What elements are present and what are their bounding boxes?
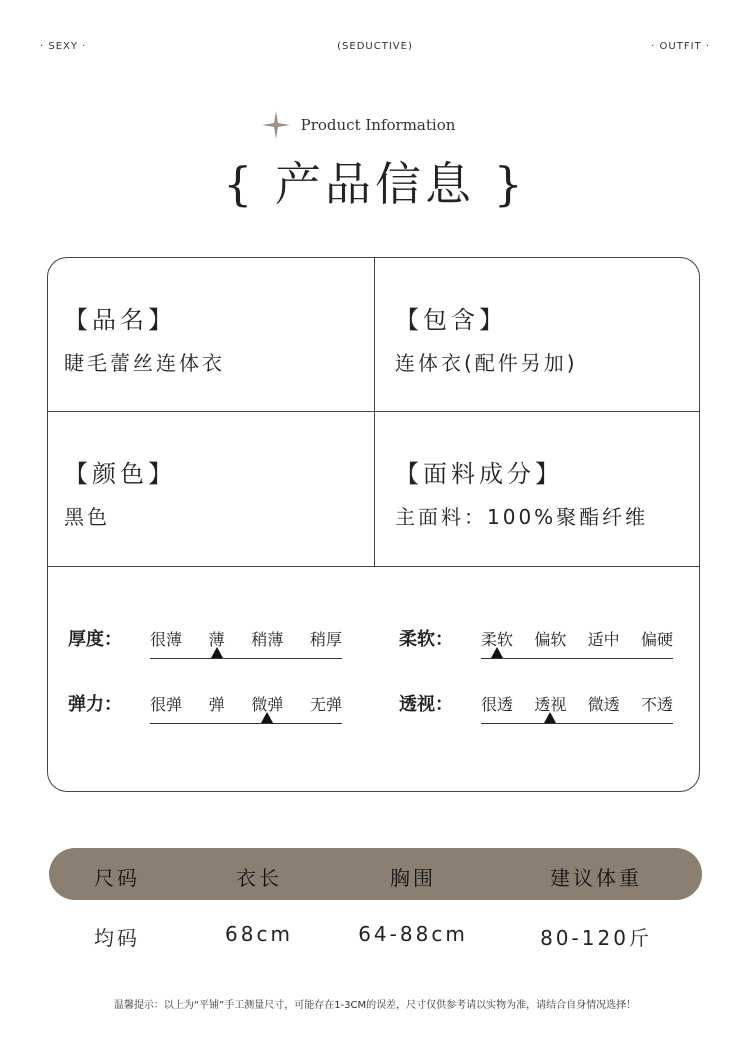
attr-option: 柔软 — [481, 630, 514, 649]
scale-line — [481, 723, 673, 724]
attr-thickness — [68, 628, 342, 668]
scale-marker — [261, 712, 273, 723]
size-header-cell: 胸围 — [390, 866, 436, 890]
attr-option: 很薄 — [150, 630, 183, 649]
size-cell: 68cm — [225, 922, 293, 946]
attr-option: 很弹 — [150, 695, 183, 714]
attr-option: 不透 — [640, 695, 673, 714]
attr-option: 很透 — [481, 695, 514, 714]
info-cell-fabric — [395, 454, 648, 530]
divider-row-1 — [48, 411, 699, 412]
attr-name: 透视： — [399, 694, 453, 715]
page-title: { 产品信息 } — [223, 157, 527, 211]
attr-option: 适中 — [587, 630, 620, 649]
info-cell-name — [64, 300, 225, 376]
scale-line — [150, 723, 342, 724]
size-header-cell: 衣长 — [236, 866, 282, 890]
info-value: 主面料：100%聚酯纤维 — [395, 505, 649, 529]
scale-marker — [211, 647, 223, 658]
attr-softness — [399, 628, 673, 668]
attr-option: 透视 — [534, 695, 567, 714]
attr-name: 厚度： — [68, 629, 122, 650]
attr-option: 微透 — [587, 695, 620, 714]
scale-line — [481, 658, 673, 659]
scale-line — [150, 658, 342, 659]
size-header-cell: 建议体重 — [550, 866, 642, 890]
attr-option: 弹 — [208, 695, 225, 714]
info-cell-color — [64, 454, 176, 530]
attr-option: 无弹 — [309, 695, 342, 714]
sparkle-icon — [261, 110, 291, 140]
attr-option: 稍厚 — [309, 630, 342, 649]
notice-text: 温馨提示：以上为“平铺”手工测量尺寸，可能存在1-3CM的误差，尺寸仅供参考请以实物为准，请结合自身情况选择！ — [113, 1000, 637, 1011]
attr-scale — [150, 628, 342, 668]
tag-outfit: · OUTFIT · — [651, 41, 710, 52]
attr-scale — [150, 693, 342, 733]
info-value: 连体衣(配件另加) — [395, 351, 578, 375]
info-label: 【面料成分】 — [395, 460, 563, 488]
attr-name: 柔软： — [399, 629, 453, 650]
table-row — [49, 922, 702, 952]
subtitle: Product Information — [300, 116, 456, 134]
product-info-panel — [47, 257, 700, 792]
divider-row-2 — [48, 566, 699, 567]
attr-option: 偏软 — [534, 630, 567, 649]
info-label: 【包含】 — [395, 306, 507, 334]
tag-seductive: (SEDUCTIVE) — [337, 41, 413, 52]
scale-marker — [491, 647, 503, 658]
size-cell: 80-120斤 — [540, 926, 652, 950]
size-table-header — [49, 848, 702, 900]
info-label: 【品名】 — [64, 306, 176, 334]
tag-sexy: · SEXY · — [40, 41, 87, 52]
attr-option: 稍薄 — [251, 630, 284, 649]
info-cell-includes — [395, 300, 578, 376]
attr-option: 偏硬 — [640, 630, 673, 649]
divider-vertical — [374, 258, 375, 567]
attr-transparency — [399, 693, 673, 733]
attr-name: 弹力： — [68, 694, 122, 715]
attr-option: 薄 — [208, 630, 225, 649]
subtitle-row — [0, 110, 750, 140]
attr-elasticity — [68, 693, 342, 733]
size-cell: 均码 — [94, 926, 140, 950]
info-value: 黑色 — [64, 505, 110, 529]
scale-marker — [544, 712, 556, 723]
info-label: 【颜色】 — [64, 460, 176, 488]
size-header-cell: 尺码 — [94, 866, 140, 890]
size-cell: 64-88cm — [358, 922, 468, 946]
attr-scale — [481, 628, 673, 668]
info-value: 睫毛蕾丝连体衣 — [64, 351, 225, 375]
attr-scale — [481, 693, 673, 733]
attr-option: 微弹 — [251, 695, 284, 714]
